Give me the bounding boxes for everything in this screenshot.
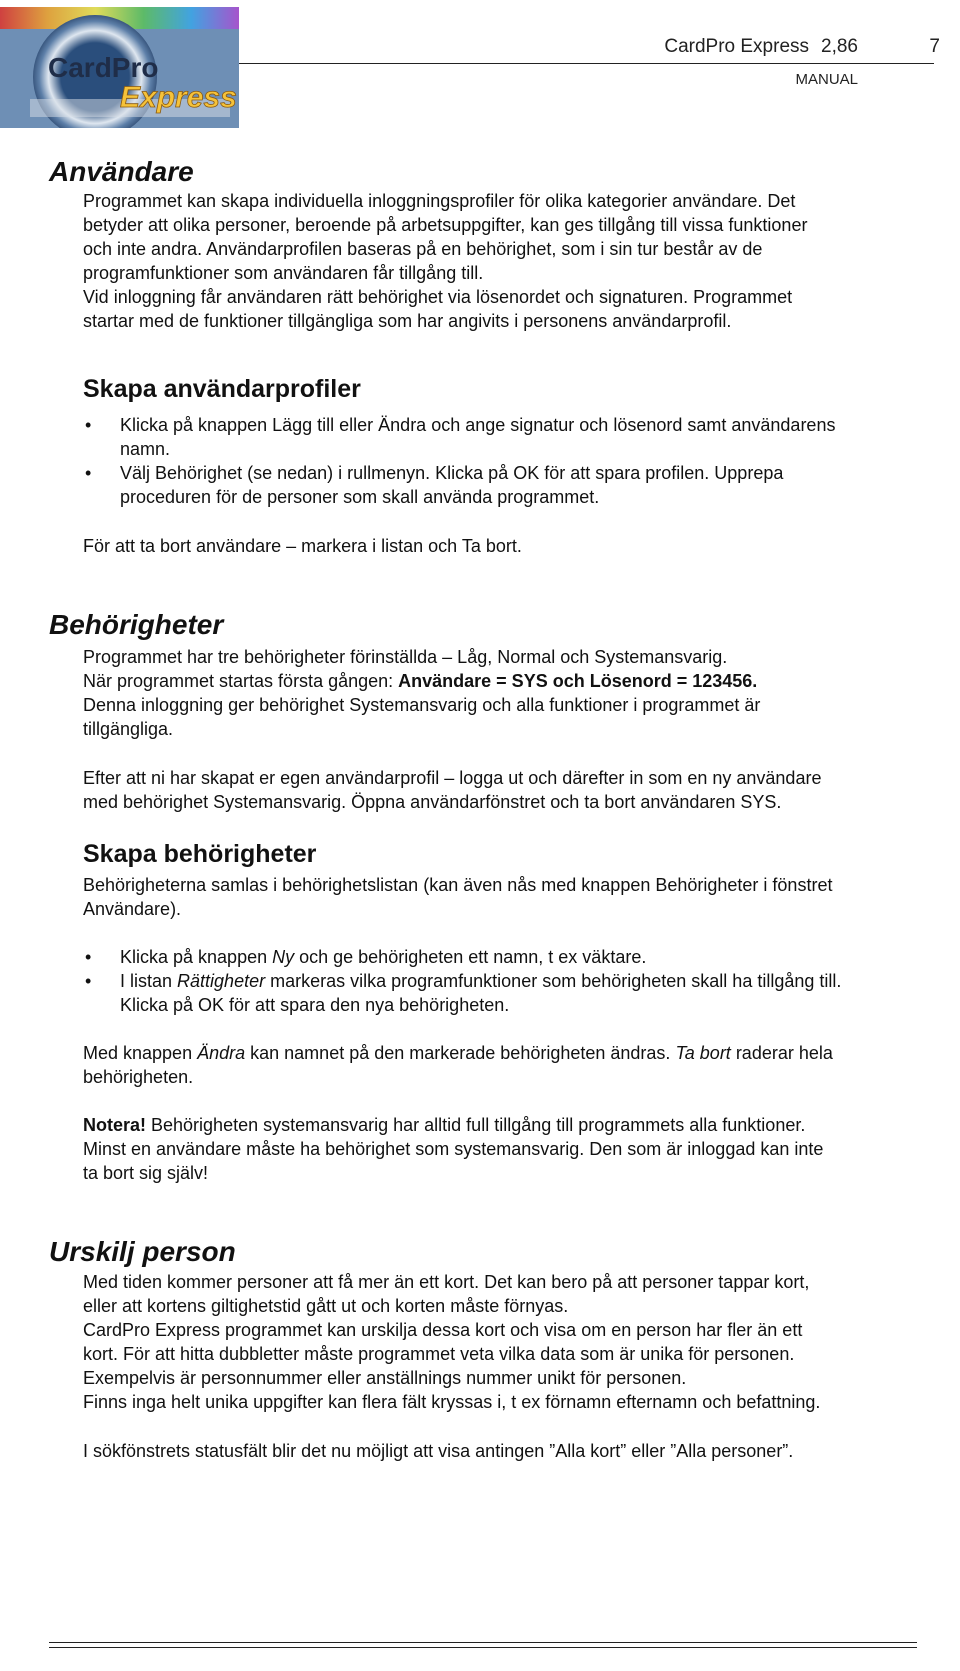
text-line: Programmet har tre behörigheter förinställda – Låg, Normal och Systemansvarig.	[83, 647, 728, 667]
cardpro-express-logo	[0, 7, 239, 128]
text-line: Välj Behörighet (se nedan) i rullmenyn. Klicka på OK för att spara profilen. Upprepa	[120, 463, 784, 483]
document-subtitle: MANUAL	[795, 71, 858, 88]
footer-rule-bottom	[49, 1647, 917, 1648]
text-line: Minst en användare måste ha behörighet som systemansvarig. Den som är inloggad kan inte	[83, 1139, 824, 1159]
text-line: Klicka på knappen Lägg till eller Ändra och ange signatur och lösenord samt användarens	[120, 415, 836, 435]
text-line: Exempelvis är personnummer eller anställnings nummer unikt för personen.	[83, 1368, 687, 1388]
text-line: proceduren för de personer som skall använda programmet.	[120, 487, 600, 507]
note-label: Notera!	[83, 1115, 147, 1135]
text-line: eller att kortens giltighetstid gått ut och korten måste förnyas.	[83, 1296, 569, 1316]
remove-user-text: För att ta bort användare – markera i listan och Ta bort.	[83, 536, 522, 556]
text-span: I listan	[120, 971, 178, 991]
bullet-icon: •	[85, 415, 92, 435]
create-permissions-list	[83, 945, 951, 1017]
text-span: och ge behörigheten ett namn, t ex väktare.	[294, 947, 647, 967]
text-line: Finns inga helt unika uppgifter kan flera fält kryssas i, t ex förnamn efternamn och befattning.	[83, 1392, 821, 1412]
text-line: Med tiden kommer personer att få mer än ett kort. Det kan bero på att personer tappar kort,	[83, 1272, 810, 1292]
text-span: raderar hela	[730, 1043, 833, 1063]
heading-create-permissions: Skapa behörigheter	[83, 840, 317, 868]
heading-create-profiles: Skapa användarprofiler	[83, 375, 361, 403]
text-line: ta bort sig själv!	[83, 1163, 209, 1183]
list-item	[83, 461, 951, 509]
version-text: 2,86	[821, 36, 858, 57]
permissions-paragraph-2	[83, 766, 951, 814]
text-line: Vid inloggning får användaren rätt behörighet via lösenordet och signaturen. Programmet	[83, 287, 793, 307]
create-permissions-intro	[83, 873, 951, 921]
users-intro-paragraph	[83, 189, 951, 333]
text-line: Programmet kan skapa individuella inloggningsprofiler för olika kategorier användare. Det	[83, 191, 796, 211]
logo-text-express: Express	[120, 81, 237, 114]
note-paragraph	[83, 1113, 951, 1185]
distinguish-paragraph	[83, 1270, 951, 1414]
text-span: Behörigheten systemansvarig har alltid full tillgång till programmets alla funktioner.	[146, 1115, 806, 1135]
list-name-rattigheter: Rättigheter	[177, 971, 266, 991]
create-profiles-list	[83, 413, 951, 509]
text-line: och inte andra. Användarprofilen baseras på en behörighet, som i sin tur består av de	[83, 239, 763, 259]
document-title	[664, 36, 858, 58]
text-line	[83, 1113, 951, 1137]
text-line: startar med de funktioner tillgängliga som har angivits i personens användarprofil.	[83, 311, 732, 331]
text-line: Användare).	[83, 899, 182, 919]
text-line: kort. För att hitta dubbletter måste programmet veta vilka data som är unika för personen.	[83, 1344, 795, 1364]
permissions-paragraph	[83, 645, 951, 741]
heading-distinguish-person: Urskilj person	[49, 1236, 236, 1267]
text-line: tillgängliga.	[83, 719, 174, 739]
heading-users: Användare	[49, 156, 194, 187]
text-line	[120, 969, 951, 993]
logo-text-cardpro: CardPro	[48, 52, 159, 83]
text-span: kan namnet på den markerade behörigheten ändras.	[245, 1043, 676, 1063]
text-line: Efter att ni har skapat er egen användarprofil – logga ut och därefter in som en ny användare	[83, 768, 822, 788]
list-item	[83, 969, 951, 1017]
title-text: CardPro Express	[664, 36, 810, 57]
text-line: behörigheten.	[83, 1067, 194, 1087]
page-number: 7	[929, 36, 940, 57]
list-item	[83, 413, 951, 461]
text-span: markeras vilka programfunktioner som behörigheten skall ha tillgång till.	[265, 971, 842, 991]
footer-rule-top	[49, 1642, 917, 1643]
text-line: betyder att olika personer, beroende på arbetsuppgifter, kan ges tillgång till vissa funktioner	[83, 215, 808, 235]
text-span: Med knappen	[83, 1043, 198, 1063]
text-line: Denna inloggning ger behörighet Systemansvarig och alla funktioner i programmet är	[83, 695, 761, 715]
header-rule	[239, 63, 934, 64]
text-line: med behörighet Systemansvarig. Öppna användarfönstret och ta bort användaren SYS.	[83, 792, 782, 812]
text-span: Klicka på knappen	[120, 947, 273, 967]
text-line: CardPro Express programmet kan urskilja dessa kort och visa om en person har fler än ett	[83, 1320, 803, 1340]
text-line: Behörigheterna samlas i behörighetslistan (kan även nås med knappen Behörigheter i fönstret	[83, 875, 833, 895]
button-name-andra: Ändra	[197, 1043, 246, 1063]
heading-permissions: Behörigheter	[49, 609, 224, 640]
bullet-icon: •	[85, 971, 92, 991]
text-line: namn.	[120, 439, 171, 459]
text-line	[83, 669, 951, 693]
change-permission-paragraph	[83, 1041, 951, 1089]
bullet-icon: •	[85, 463, 92, 483]
text-line	[120, 945, 951, 969]
default-credentials: Användare = SYS och Lösenord = 123456.	[398, 671, 758, 691]
bullet-icon: •	[85, 947, 92, 967]
list-item	[83, 945, 951, 969]
text-line: Klicka på OK för att spara den nya behörigheten.	[120, 995, 510, 1015]
text-line	[83, 1041, 951, 1065]
text-line: programfunktioner som användaren får tillgång till.	[83, 263, 484, 283]
button-name-ny: Ny	[272, 947, 295, 967]
button-name-ta-bort: Ta bort	[675, 1043, 731, 1063]
status-field-text: I sökfönstrets statusfält blir det nu möjligt att visa antingen ”Alla kort” eller ”Alla personer”.	[83, 1441, 794, 1461]
text-span: När programmet startas första gången:	[83, 671, 399, 691]
